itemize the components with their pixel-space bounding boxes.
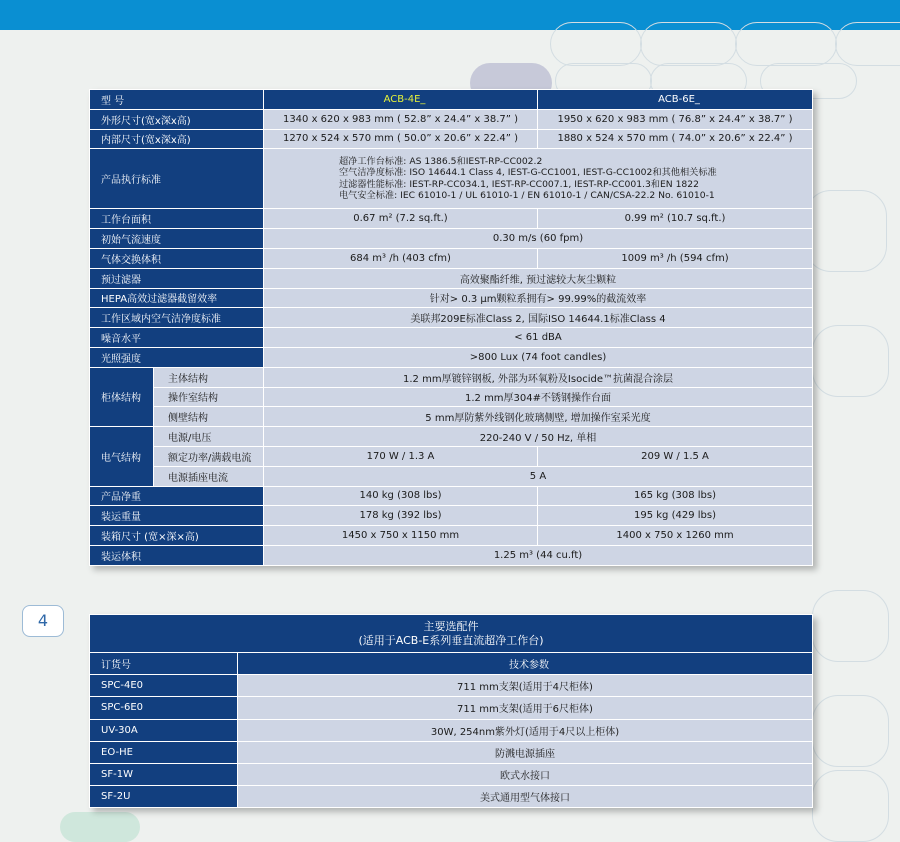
order-code: SF-2U bbox=[90, 786, 238, 808]
sub-label: 主体结构 bbox=[154, 367, 264, 387]
table-row bbox=[90, 763, 813, 785]
standard-line: 空气洁净度标准: ISO 14644.1 Class 4, IEST-G-CC1001, IEST-G-CC1002和其他相关标准 bbox=[339, 167, 717, 179]
model-b: ACB-6E_ bbox=[538, 90, 813, 110]
standard-line: 电气安全标准: IEC 61010-1 / UL 61010-1 / EN 61010-1 / CAN/CSA-22.2 No. 61010-1 bbox=[339, 190, 715, 202]
table-row bbox=[90, 328, 813, 348]
row-label: 气体交换体积 bbox=[90, 248, 264, 268]
table-header-row bbox=[90, 90, 813, 110]
decor-shape bbox=[550, 22, 642, 66]
cell-a: 140 kg (308 lbs) bbox=[264, 486, 538, 506]
table-row bbox=[90, 407, 813, 427]
cell-value: 0.30 m/s (60 fpm) bbox=[264, 229, 813, 249]
cell-value: 美联邦209E标准Class 2, 国际ISO 14644.1标准Class 4 bbox=[264, 308, 813, 328]
decor-shape bbox=[735, 22, 837, 66]
table-row bbox=[90, 741, 813, 763]
cell-value: 1.25 m³ (44 cu.ft) bbox=[264, 545, 813, 565]
cell-a: 0.67 m² (7.2 sq.ft.) bbox=[264, 209, 538, 229]
col-header-spec: 技术参数 bbox=[238, 653, 813, 675]
table-row bbox=[90, 209, 813, 229]
table-row bbox=[90, 367, 813, 387]
order-code: EO-HE bbox=[90, 741, 238, 763]
cell-b: 1950 x 620 x 983 mm ( 76.8” x 24.4” x 38.7” ) bbox=[538, 109, 813, 129]
cell-a: 1270 x 524 x 570 mm ( 50.0” x 20.6” x 22.4” ) bbox=[264, 129, 538, 149]
sub-label: 操作室结构 bbox=[154, 387, 264, 407]
cell-a: 178 kg (392 lbs) bbox=[264, 506, 538, 526]
table-row bbox=[90, 129, 813, 149]
table-row bbox=[90, 526, 813, 546]
cell-b: 209 W / 1.5 A bbox=[538, 446, 813, 466]
row-label: 噪音水平 bbox=[90, 328, 264, 348]
decor-shape bbox=[812, 695, 889, 767]
table-row bbox=[90, 697, 813, 719]
table-row bbox=[90, 486, 813, 506]
cell-b: 195 kg (429 lbs) bbox=[538, 506, 813, 526]
accessory-spec: 欧式水接口 bbox=[238, 763, 813, 785]
sub-label: 电源/电压 bbox=[154, 427, 264, 447]
accessories-title-line1: 主要选配件 bbox=[423, 619, 479, 633]
cell-value: 1.2 mm厚镀锌钢板, 外部为环氧粉及Isocide™抗菌混合涂层 bbox=[264, 367, 813, 387]
table-row bbox=[90, 466, 813, 486]
row-label: 内部尺寸(宽x深x高) bbox=[90, 129, 264, 149]
accessories-table bbox=[89, 614, 813, 808]
cell-a: 1340 x 620 x 983 mm ( 52.8” x 24.4” x 38.7” ) bbox=[264, 109, 538, 129]
table-row bbox=[90, 308, 813, 328]
table-row bbox=[90, 288, 813, 308]
cell-a: 684 m³ /h (403 cfm) bbox=[264, 248, 538, 268]
table-row bbox=[90, 545, 813, 565]
decor-shape bbox=[812, 325, 889, 397]
cell-value: 针对> 0.3 µm颗粒系拥有> 99.99%的截流效率 bbox=[264, 288, 813, 308]
row-label: 产品净重 bbox=[90, 486, 264, 506]
cell-value: 1.2 mm厚304#不锈钢操作台面 bbox=[264, 387, 813, 407]
cell-a: 1450 x 750 x 1150 mm bbox=[264, 526, 538, 546]
row-label: 产品执行标准 bbox=[90, 149, 264, 209]
table-row bbox=[90, 427, 813, 447]
row-label: 预过滤器 bbox=[90, 268, 264, 288]
table-row bbox=[90, 268, 813, 288]
cell-value: 5 A bbox=[264, 466, 813, 486]
table-row bbox=[90, 229, 813, 249]
spec-table bbox=[89, 89, 813, 566]
cell-value: 高效聚酯纤维, 预过滤较大灰尘颗粒 bbox=[264, 268, 813, 288]
cell-b: 1880 x 524 x 570 mm ( 74.0” x 20.6” x 22.4” ) bbox=[538, 129, 813, 149]
standard-line: 过滤器性能标准: IEST-RP-CC034.1, IEST-RP-CC007.1, IEST-RP-CC001.3和EN 1822 bbox=[339, 178, 699, 190]
sub-label: 侧壁结构 bbox=[154, 407, 264, 427]
accessory-spec: 30W, 254nm紫外灯(适用于4尺以上柜体) bbox=[238, 719, 813, 741]
cell-a: 170 W / 1.3 A bbox=[264, 446, 538, 466]
row-label: 装运体积 bbox=[90, 545, 264, 565]
row-label: 装运重量 bbox=[90, 506, 264, 526]
row-label: 光照强度 bbox=[90, 347, 264, 367]
sub-label: 电源插座电流 bbox=[154, 466, 264, 486]
table-row bbox=[90, 248, 813, 268]
standards-cell bbox=[264, 149, 813, 209]
table-row bbox=[90, 109, 813, 129]
table-row bbox=[90, 675, 813, 697]
decor-shape bbox=[812, 590, 889, 662]
table-row bbox=[90, 149, 813, 209]
table-row bbox=[90, 786, 813, 808]
cell-b: 1400 x 750 x 1260 mm bbox=[538, 526, 813, 546]
cell-b: 1009 m³ /h (594 cfm) bbox=[538, 248, 813, 268]
accessory-spec: 711 mm支架(适用于6尺柜体) bbox=[238, 697, 813, 719]
cell-value: < 61 dBA bbox=[264, 328, 813, 348]
table-row bbox=[90, 446, 813, 466]
decor-shape bbox=[805, 190, 887, 272]
accessory-spec: 711 mm支架(适用于4尺柜体) bbox=[238, 675, 813, 697]
order-code: SPC-4E0 bbox=[90, 675, 238, 697]
row-label: 工作台面积 bbox=[90, 209, 264, 229]
table-row bbox=[90, 387, 813, 407]
order-code: SF-1W bbox=[90, 763, 238, 785]
accessory-spec: 防溅电源插座 bbox=[238, 741, 813, 763]
row-label: 初始气流速度 bbox=[90, 229, 264, 249]
row-label: HEPA高效过滤器截留效率 bbox=[90, 288, 264, 308]
group-label: 柜体结构 bbox=[90, 367, 154, 426]
table-row bbox=[90, 719, 813, 741]
accessories-title-line2: (适用于ACB-E系列垂直流超净工作台) bbox=[358, 633, 544, 647]
standard-line: 超净工作台标准: AS 1386.5和IEST-RP-CC002.2 bbox=[339, 156, 543, 168]
order-code: UV-30A bbox=[90, 719, 238, 741]
group-label: 电气结构 bbox=[90, 427, 154, 486]
decor-shape bbox=[60, 812, 140, 842]
table-row bbox=[90, 506, 813, 526]
cell-b: 0.99 m² (10.7 sq.ft.) bbox=[538, 209, 813, 229]
cell-value: 220-240 V / 50 Hz, 单相 bbox=[264, 427, 813, 447]
accessories-header-row bbox=[90, 653, 813, 675]
row-label: 工作区域内空气洁净度标准 bbox=[90, 308, 264, 328]
col-header-code: 订货号 bbox=[90, 653, 238, 675]
accessories-title-row bbox=[90, 615, 813, 653]
cell-value: >800 Lux (74 foot candles) bbox=[264, 347, 813, 367]
cell-value: 5 mm厚防紫外线钢化玻璃侧壁, 增加操作室采光度 bbox=[264, 407, 813, 427]
row-label: 外形尺寸(宽x深x高) bbox=[90, 109, 264, 129]
model-label: 型 号 bbox=[90, 90, 264, 110]
decor-shape bbox=[640, 22, 737, 66]
sub-label: 额定功率/满载电流 bbox=[154, 446, 264, 466]
decor-shape bbox=[835, 22, 900, 66]
accessories-title bbox=[90, 615, 813, 653]
decor-shape bbox=[812, 770, 889, 842]
table-row bbox=[90, 347, 813, 367]
model-a: ACB-4E_ bbox=[264, 90, 538, 110]
order-code: SPC-6E0 bbox=[90, 697, 238, 719]
cell-b: 165 kg (308 lbs) bbox=[538, 486, 813, 506]
row-label: 装箱尺寸 (宽×深×高) bbox=[90, 526, 264, 546]
page-number: 4 bbox=[22, 605, 64, 637]
accessory-spec: 美式通用型气体接口 bbox=[238, 786, 813, 808]
